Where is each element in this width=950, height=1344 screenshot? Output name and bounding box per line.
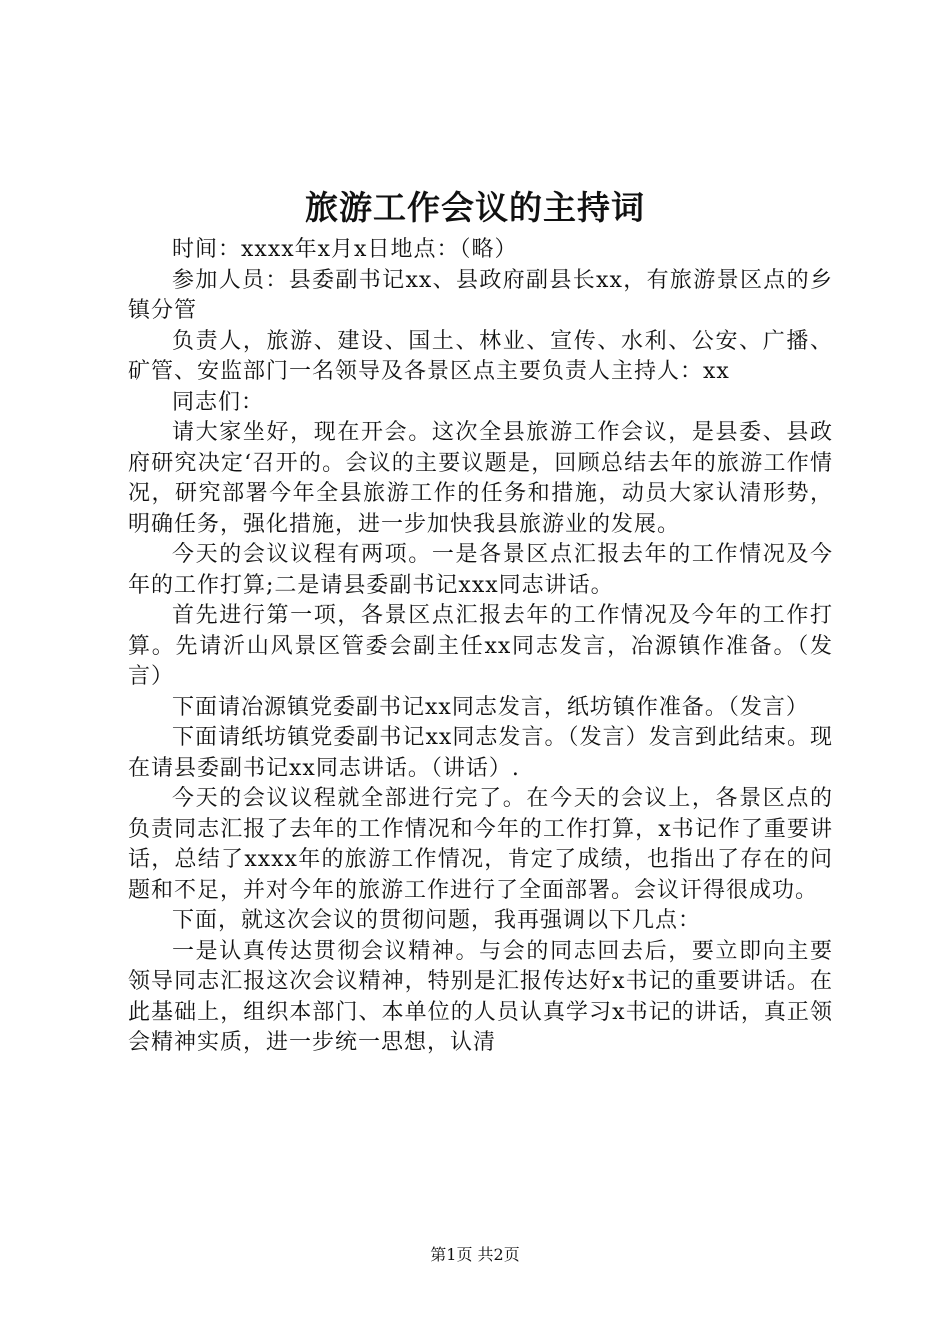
document-title: 旅游工作会议的主持词 bbox=[305, 188, 645, 227]
paragraph-yeyuan-speech: 下面请冶源镇党委副书记xx同志发言，纸坊镇作准备。（发言） bbox=[172, 694, 809, 720]
paragraph-opening: 请大家坐好，现在开会。这次全县旅游工作会议，是县委、县政府研究决定‘召开的。会议的主要议题是，回顾总结去年的旅游工作情况，研究部署今年全县旅游工作的任务和措施，动员大家认清形势，明确任务，强化措施，进一步加快我县旅游业的发展。 bbox=[128, 420, 833, 537]
paragraph-zhifang-speech: 下面请纸坊镇党委副书记xx同志发言。（发言）发言到此结束。现在请县委副书记xx同志讲话。（讲话）. bbox=[128, 725, 833, 781]
page-number: 第1页 共2页 bbox=[430, 1245, 520, 1264]
paragraph-emphasis-intro: 下面，就这次会议的贯彻问题，我再强调以下几点： bbox=[172, 908, 702, 933]
document-body bbox=[128, 235, 833, 1059]
paragraph-time-location: 时间：xxxx年x月x日地点：（略） bbox=[172, 237, 518, 262]
paragraph-attendees: 参加人员：县委副书记xx、县政府副县长xx，有旅游景区点的乡镇分管 bbox=[128, 267, 833, 323]
paragraph-responsible-persons: 负责人，旅游、建设、国土、林业、宣传、水利、公安、广播、矿管、安监部门一名领导及各景区点主要负责人主持人：xx bbox=[128, 328, 833, 384]
paragraph-agenda: 今天的会议议程有两项。一是各景区点汇报去年的工作情况及今年的工作打算;二是请县委副书记xxx同志讲话。 bbox=[128, 542, 833, 598]
paragraph-summary: 今天的会议议程就全部进行完了。在今天的会议上，各景区点的负责同志汇报了去年的工作情况和今年的工作打算，x书记作了重要讲话，总结了xxxx年的旅游工作情况，肯定了成绩，也指出了存在的问题和不足，并对今年的旅游工作进行了全面部署。会议讦得很成功。 bbox=[128, 786, 833, 903]
paragraph-first-item: 首先进行第一项，各景区点汇报去年的工作情况及今年的工作打算。先请沂山风景区管委会副主任xx同志发言，冶源镇作准备。（发言） bbox=[128, 603, 833, 689]
paragraph-greeting: 同志们： bbox=[172, 389, 265, 415]
paragraph-point-one: 一是认真传达贯彻会议精神。与会的同志回去后，要立即向主要领导同志汇报这次会议精神，特别是汇报传达好x书记的重要讲话。在此基础上，组织本部门、本单位的人员认真学习x书记的讲话，真正领会精神实质，进一步统一思想，认清 bbox=[128, 938, 833, 1055]
